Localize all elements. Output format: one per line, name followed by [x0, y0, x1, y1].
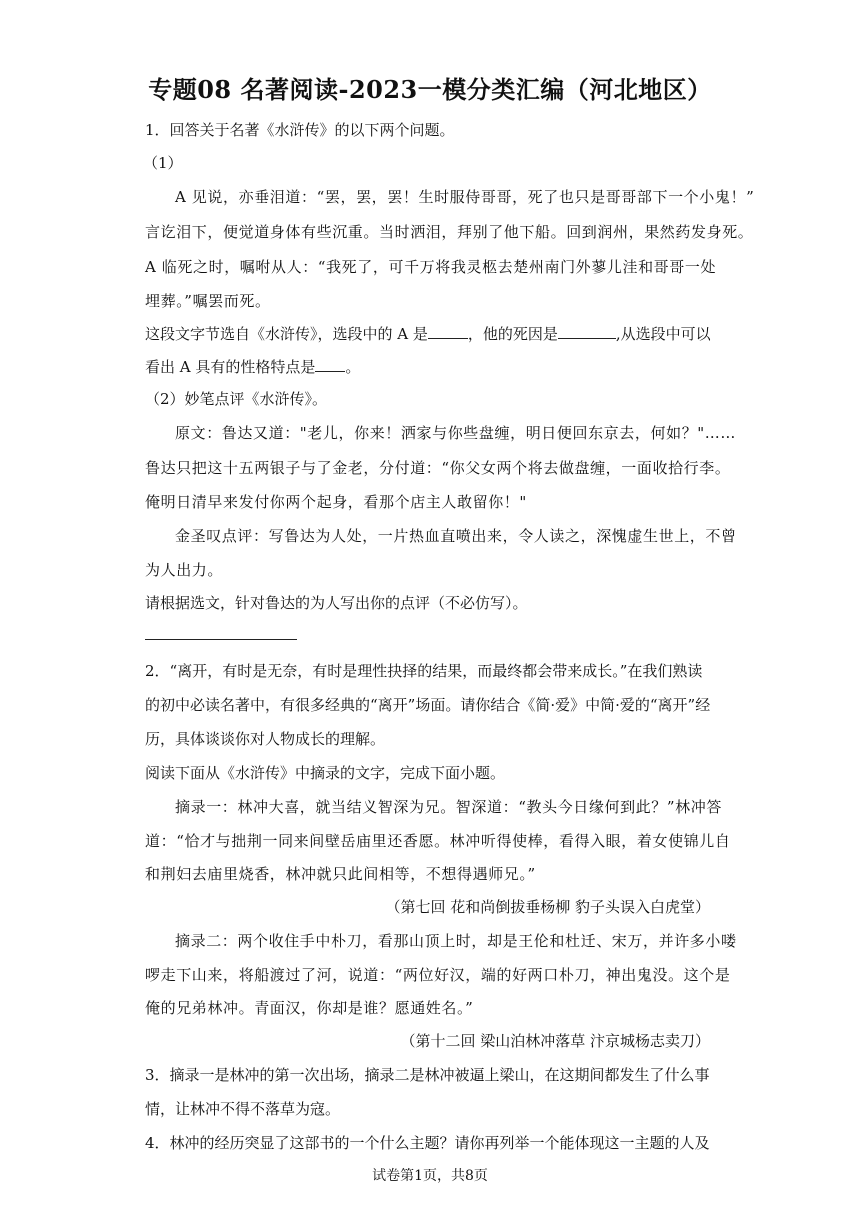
q1-question-part: ，他的死因是 [467, 325, 558, 343]
answer-blank[interactable] [315, 357, 345, 372]
page-footer: 试卷第1页，共8页 [372, 1168, 488, 1184]
q1-comment-line: 为人出力。 [145, 561, 224, 579]
excerpt1-line: 摘录一：林冲大喜，就当结义智深为兄。智深道：“教头今日缘何到此？”林冲答 [175, 798, 722, 816]
q1-comment-line: 金圣叹点评：写鲁达为人处，一片热血直喷出来，令人读之，深愧虚生世上，不曾 [175, 527, 737, 545]
excerpt1-line: 和荆妇去庙里烧香，林冲就只此间相等，不想得遇师兄。” [145, 865, 536, 883]
q1-stem: 1．回答关于名著《水浒传》的以下两个问题。 [145, 121, 455, 139]
excerpt2-source: （第十二回 梁山泊林冲落草 汴京城杨志卖刀） [400, 1032, 710, 1050]
q2-line: 2．“离开，有时是无奈，有时是理性抉择的结果，而最终都会带来成长。”在我们熟读 [145, 662, 703, 680]
page-title: 专题08 名著阅读-2023一模分类汇编（河北地区） [148, 75, 712, 104]
excerpt2-line: 啰走下山来，将船渡过了河，说道：“两位好汉，端的好两口朴刀，神出鬼没。这个是 [145, 966, 731, 984]
q1-question-part: 这段文字节选自《水浒传》，选段中的 A 是 [145, 325, 428, 343]
q1-question-part: ,从选段中可以 [615, 325, 711, 343]
excerpt2-line: 俺的兄弟林冲。青面汉，你却是谁？愿通姓名。” [145, 999, 474, 1017]
q1-original-line: 俺明日清早来发付你两个起身，看那个店主人敢留你！" [145, 493, 527, 511]
q1-question-part: 。 [345, 358, 361, 376]
excerpt1-line: 道：“恰才与拙荆一同来间壁岳庙里还香愿。林冲听得使棒，看得入眼，着女使锦儿自 [145, 832, 731, 850]
answer-blank[interactable] [428, 324, 468, 339]
q1-original-line: 原文：鲁达又道："老儿，你来！洒家与你些盘缠，明日便回东京去，何如？"…… [175, 424, 737, 442]
q1-passage-line: 言讫泪下，便觉道身体有些沉重。当时洒泪，拜别了他下船。回到润州，果然药发身死。 [145, 223, 754, 241]
q1-passage-line: A 见说，亦垂泪道：“罢，罢，罢！生时服侍哥哥，死了也只是哥哥部下一个小鬼！” [175, 188, 755, 206]
q1-prompt: 请根据选文，针对鲁达的为人写出你的点评（不必仿写）。 [145, 594, 528, 612]
q1-sub2-label: （2）妙笔点评《水浒传》。 [145, 390, 328, 408]
answer-blank[interactable] [558, 324, 616, 339]
q2-line: 历，具体谈谈你对人物成长的理解。 [145, 730, 386, 748]
answer-line[interactable] [145, 639, 297, 640]
reading-intro: 阅读下面从《水浒传》中摘录的文字，完成下面小题。 [145, 764, 506, 782]
q1-question-cont [145, 356, 724, 377]
q4-line: 4．林冲的经历突显了这部书的一个什么主题？请你再列举一个能体现这一主题的人及 [145, 1134, 710, 1152]
q1-original-line: 鲁达只把这十五两银子与了金老，分付道：“你父女两个将去做盘缠，一面收拾行李。 [145, 459, 731, 477]
q3-line: 情，让林冲不得不落草为寇。 [145, 1100, 341, 1118]
q1-question [145, 323, 724, 344]
q1-question-part: 看出 A 具有的性格特点是 [145, 358, 316, 376]
q1-passage-line: A 临死之时，嘱咐从人：“我死了，可千万将我灵柩去楚州南门外蓼儿洼和哥哥一处 [145, 258, 717, 276]
q3-line: 3．摘录一是林冲的第一次出场，摘录二是林冲被逼上梁山，在这期间都发生了什么事 [145, 1066, 710, 1084]
excerpt2-line: 摘录二：两个收住手中朴刀，看那山顶上时，却是王伦和杜迁、宋万，并许多小喽 [175, 932, 737, 950]
excerpt1-source: （第七回 花和尚倒拔垂杨柳 豹子头误入白虎堂） [385, 898, 710, 916]
q1-sub1-label: （1） [143, 154, 183, 172]
q2-line: 的初中必读名著中，有很多经典的“离开”场面。请你结合《简·爱》中简·爱的“离开”经 [145, 696, 711, 714]
q1-passage-line: 埋葬。”嘱罢而死。 [145, 292, 271, 310]
